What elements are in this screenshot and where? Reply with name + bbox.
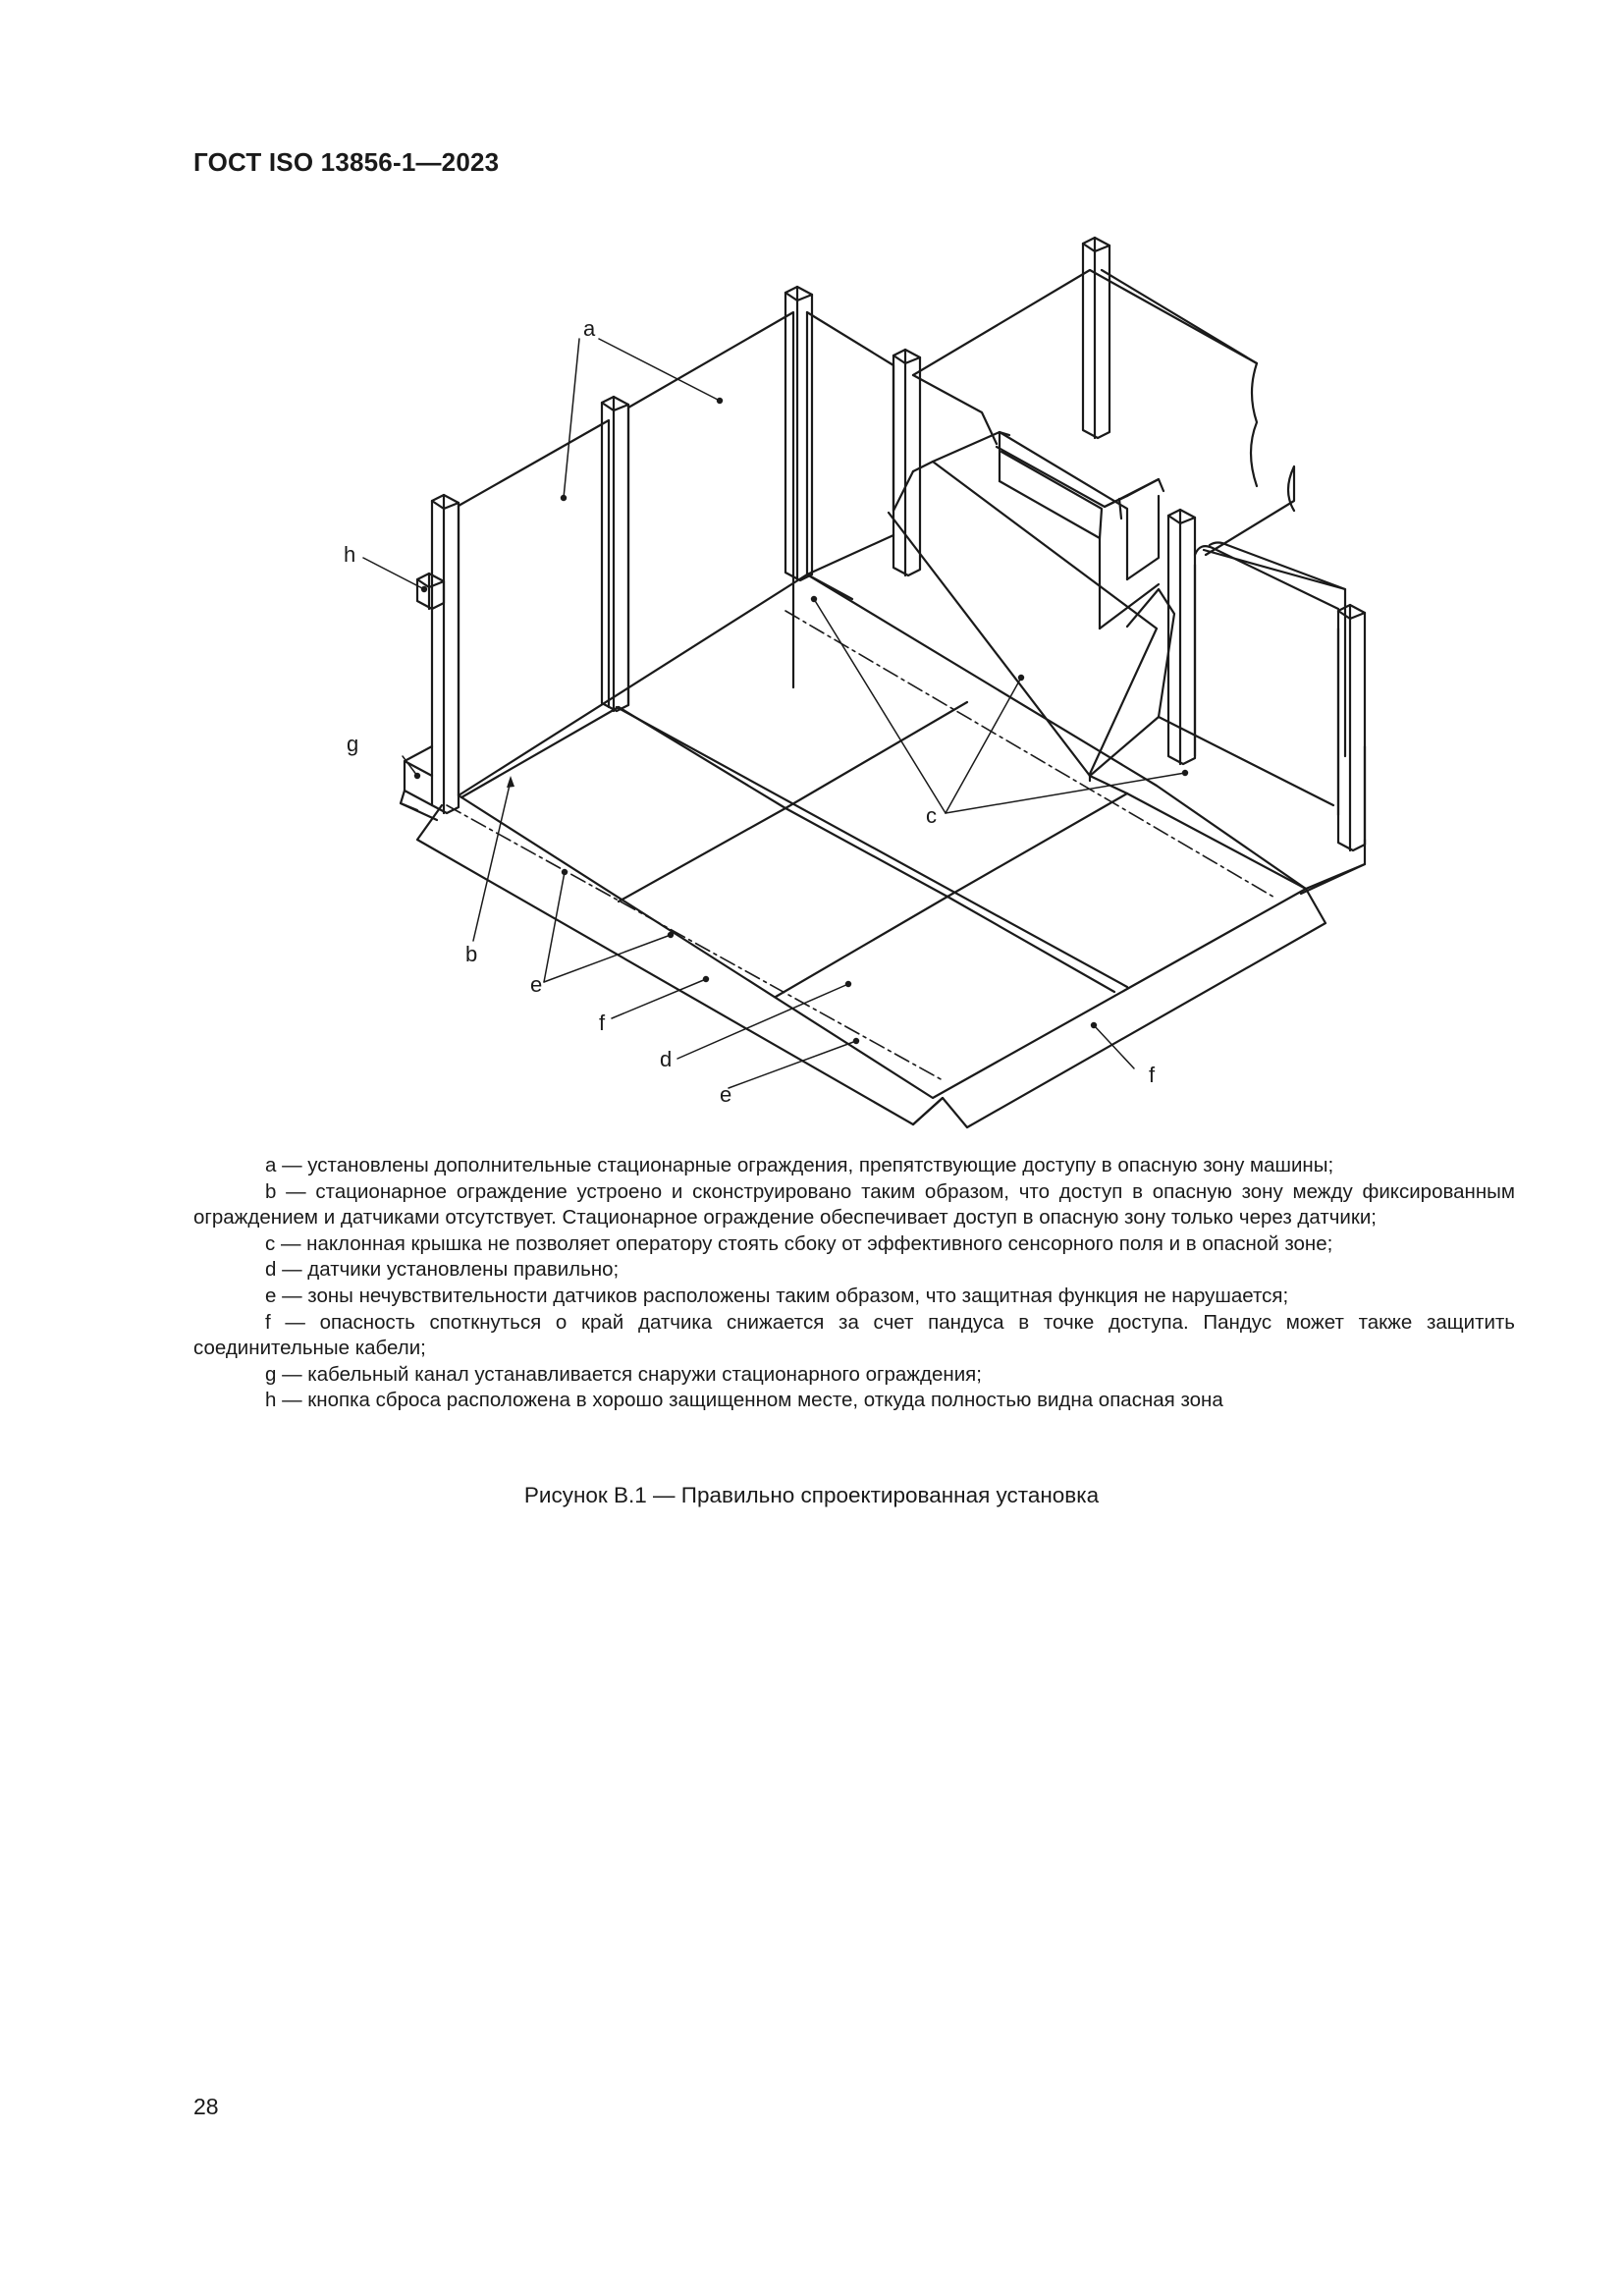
legend-item-c: c — наклонная крышка не позволяет оператору стоять сбоку от эффективного сенсорного поля и в опасной зоне; xyxy=(265,1231,1333,1255)
fence-panel-middle xyxy=(807,312,893,599)
callout-label-f-left: f xyxy=(599,1011,606,1035)
callout-label-f-right: f xyxy=(1149,1063,1156,1087)
figure-legend xyxy=(193,1153,1515,1414)
sensor-mat-floor xyxy=(459,574,1306,1098)
reset-button-box xyxy=(417,574,444,609)
fence-panel-rear-right xyxy=(913,270,1257,486)
callout-label-g: g xyxy=(347,732,359,756)
legend-item-f: f — опасность споткнуться о край датчика снижается за счет пандуса в точке доступа. Пандус может также защитить соединительные кабели; xyxy=(193,1310,1515,1360)
callout-label-c: c xyxy=(926,803,937,828)
figure-caption: Рисунок B.1 — Правильно спроектированная установка xyxy=(523,1483,1100,1507)
callout-label-a: a xyxy=(583,316,596,341)
legend-item-b: b — стационарное ограждение устроено и сконструировано таким образом, что доступ в опасную зону между фиксированным ограждением и датчиками отсутствует. Стационарное ограждение обеспечивает доступ в опасную зону только через датчики; xyxy=(193,1179,1515,1230)
callout-dots xyxy=(414,398,1188,1044)
sloped-cover xyxy=(889,462,1333,805)
fence-panel-right xyxy=(1204,466,1345,756)
callout-label-h: h xyxy=(344,542,356,567)
legend-item-g: g — кабельный канал устанавливается снаружи стационарного ограждения; xyxy=(265,1362,982,1386)
callout-label-e-lower: e xyxy=(720,1082,732,1107)
figure-installation-drawing xyxy=(0,0,1623,1139)
machine-block xyxy=(913,375,1163,629)
legend-item-d: d — датчики установлены правильно; xyxy=(265,1258,620,1282)
legend-item-h: h — кнопка сброса расположена в хорошо защищенном месте, откуда полностью видна опасная зона xyxy=(265,1389,1223,1412)
callout-label-e-upper: e xyxy=(530,972,543,997)
legend-item-e: e — зоны нечувствительности датчиков расположены таким образом, что защитная функция не нарушается; xyxy=(265,1284,1289,1307)
document-header: ГОСТ ISO 13856-1—2023 xyxy=(193,147,500,177)
page-number: 28 xyxy=(193,2094,219,2119)
callout-label-b: b xyxy=(465,942,478,966)
fence-panel-left xyxy=(459,312,793,795)
dead-zone-lines xyxy=(447,611,1276,1080)
legend-item-a: a — установлены дополнительные стационарные ограждения, препятствующие доступу в опасную зону машины; xyxy=(265,1154,1334,1176)
callout-leaders xyxy=(363,339,1185,1088)
callout-label-d: d xyxy=(660,1047,673,1071)
